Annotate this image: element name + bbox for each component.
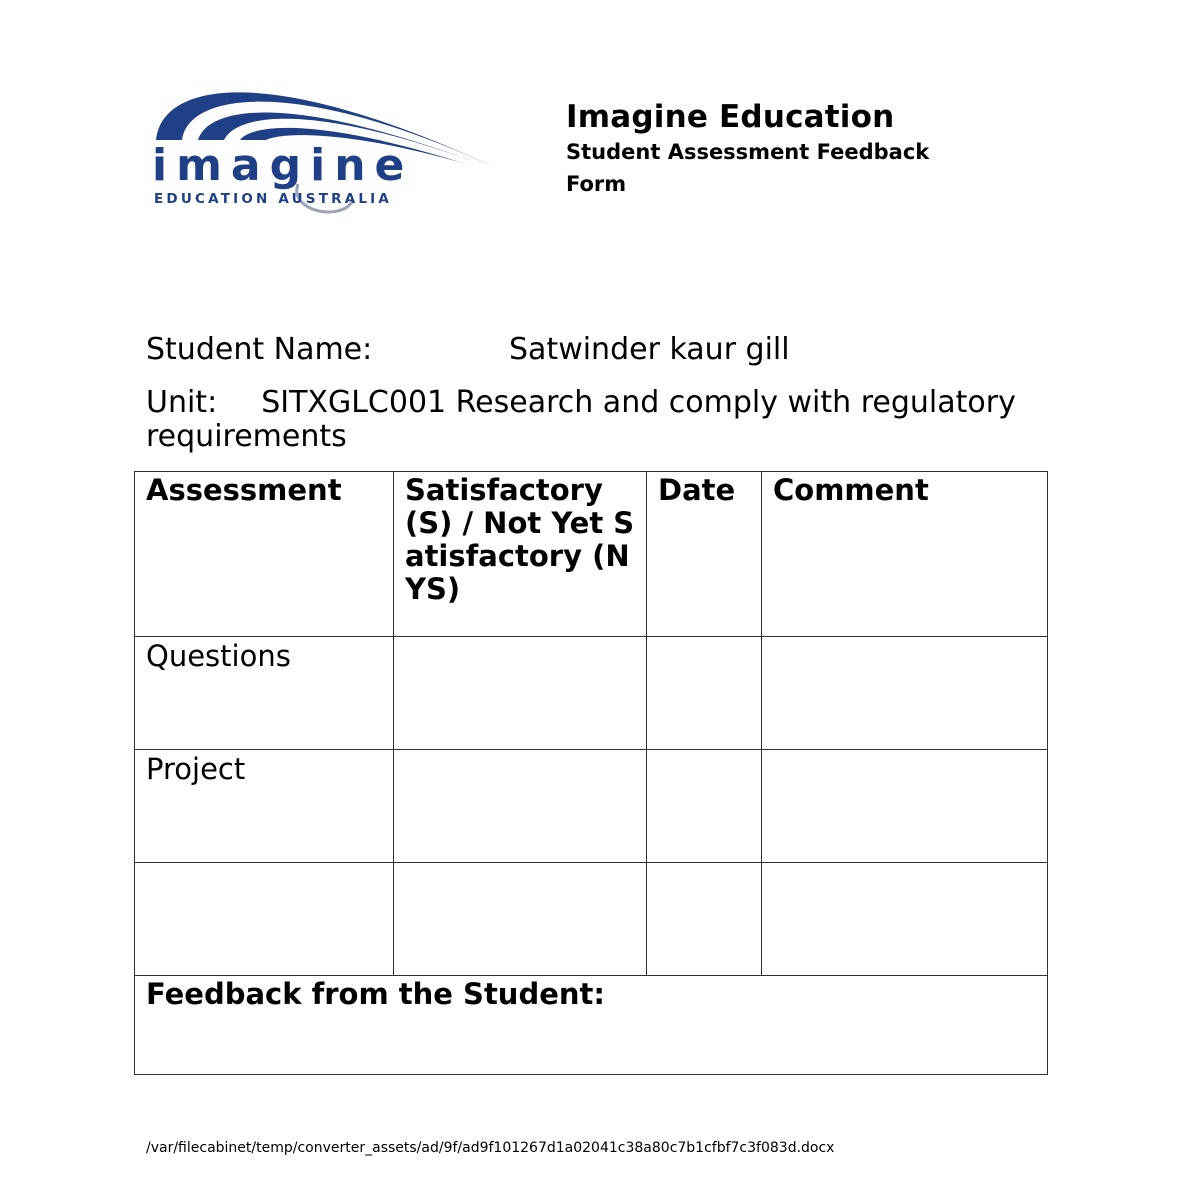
header-comment: Comment xyxy=(762,472,1048,637)
table-row xyxy=(135,863,1048,976)
header-assessment: Assessment xyxy=(135,472,394,637)
cell-assessment: Questions xyxy=(135,637,394,750)
cell-date xyxy=(647,750,762,863)
assessment-table xyxy=(134,471,1048,1075)
feedback-label: Feedback from the Student: xyxy=(135,976,1048,1075)
cell-comment xyxy=(762,863,1048,976)
cell-date xyxy=(647,637,762,750)
student-name-line xyxy=(146,332,790,367)
logo-tagline: EDUCATION AUSTRALIA xyxy=(154,191,393,207)
cell-assessment: Project xyxy=(135,750,394,863)
unit-value: SITXGLC001 Research and comply with regulatory requirements xyxy=(146,385,1016,454)
student-name-label: Student Name: xyxy=(146,332,373,367)
cell-result xyxy=(394,637,647,750)
cell-date xyxy=(647,863,762,976)
org-name: Imagine Education xyxy=(566,99,895,135)
form-title: Student Assessment Feedback Form xyxy=(566,140,930,196)
cell-comment xyxy=(762,637,1048,750)
student-name-value: Satwinder kaur gill xyxy=(509,332,790,367)
unit-label: Unit: xyxy=(146,385,218,420)
cell-comment xyxy=(762,750,1048,863)
table-row xyxy=(135,637,1048,750)
unit-line xyxy=(146,386,1026,454)
document-header xyxy=(566,98,1006,200)
cell-result xyxy=(394,863,647,976)
table-header-row xyxy=(135,472,1048,637)
file-path-footer: /var/filecabinet/temp/converter_assets/ad/9f/ad9f101267d1a02041c38a80c7b1cfbf7c3f083d.docx xyxy=(146,1140,835,1156)
header-satisfactory: Satisfactory (S) / Not Yet Satisfactory (NYS) xyxy=(394,472,647,637)
imagine-logo xyxy=(148,72,500,222)
logo-wordmark: imagine xyxy=(152,140,414,191)
table-row xyxy=(135,750,1048,863)
header-date: Date xyxy=(647,472,762,637)
feedback-row xyxy=(135,976,1048,1075)
cell-result xyxy=(394,750,647,863)
cell-assessment xyxy=(135,863,394,976)
